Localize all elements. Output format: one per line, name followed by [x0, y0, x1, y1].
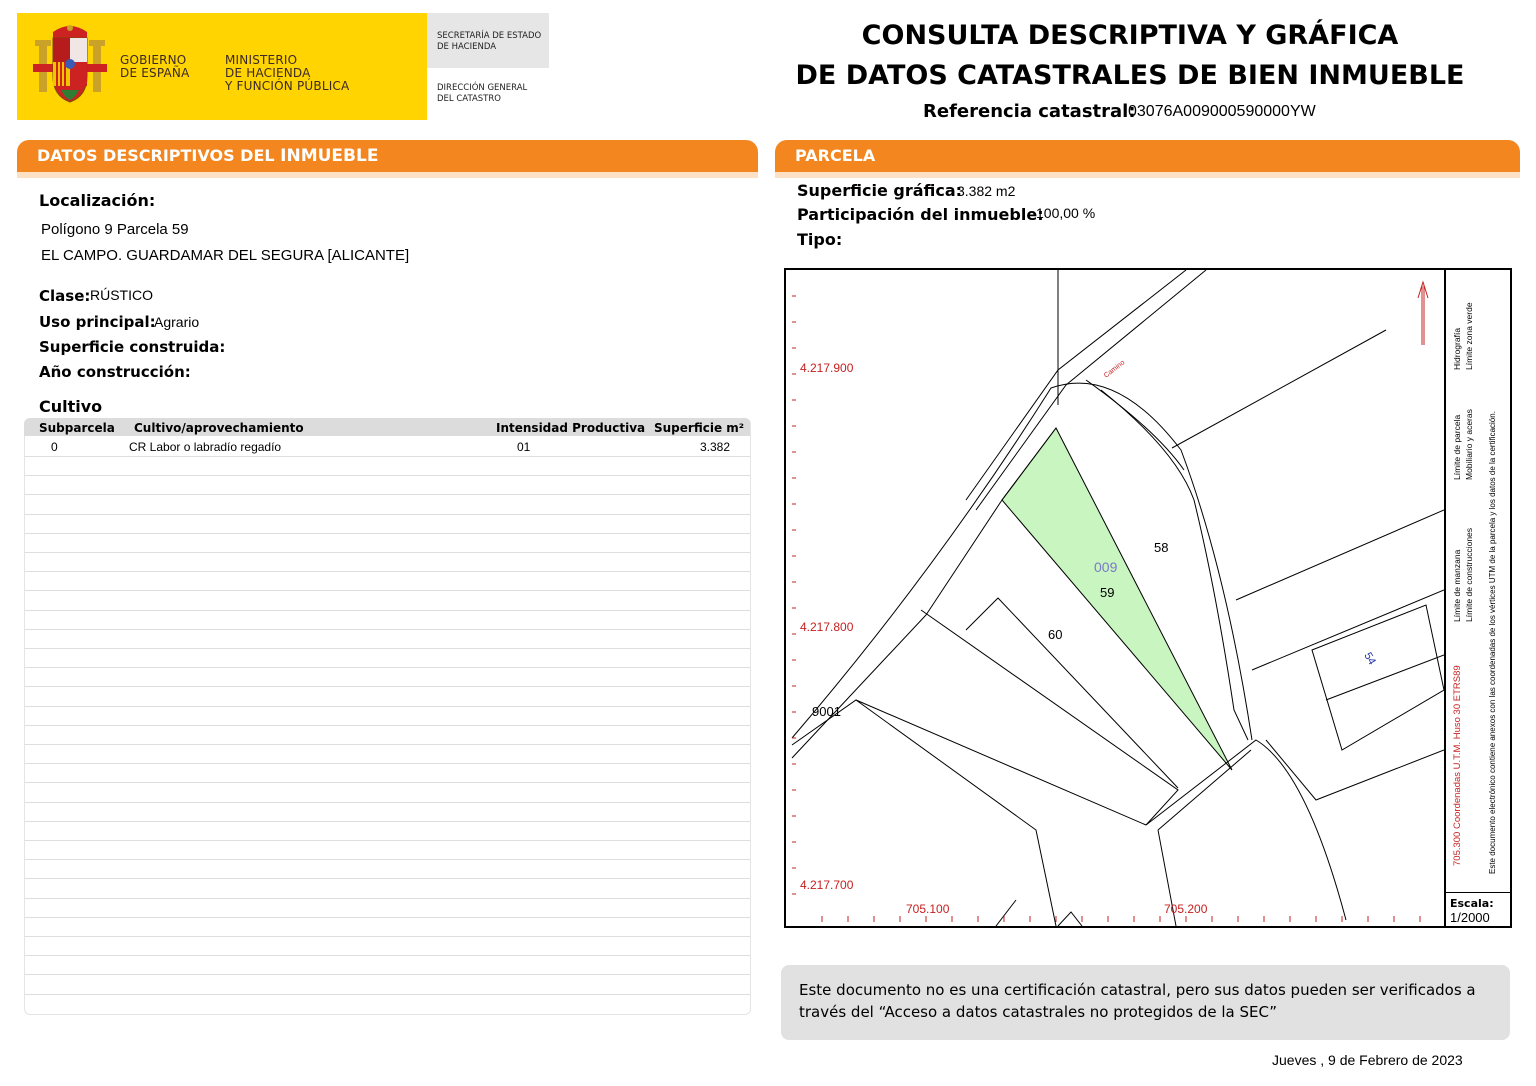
table-rule	[25, 533, 750, 534]
col-cultivo: Cultivo/aprovechamiento	[134, 421, 304, 435]
cell-superficie: 3.382	[700, 440, 731, 454]
legend-parcela: Límite de parcela	[1452, 414, 1462, 480]
coord-y-1: 4.217.900	[800, 361, 854, 375]
table-rule	[25, 475, 750, 476]
table-rule	[25, 590, 750, 591]
table-rule	[25, 955, 750, 956]
parcela-60-label: 60	[1048, 627, 1063, 642]
table-rule	[25, 936, 750, 937]
table-rule	[25, 667, 750, 668]
section-title-prefix: DATOS DESCRIPTIVOS DEL	[37, 146, 281, 165]
coord-x-2: 705.200	[1164, 902, 1208, 916]
table-rule	[25, 706, 750, 707]
parcela-58-label: 58	[1154, 540, 1169, 555]
table-rule	[25, 744, 750, 745]
participacion-value: 100,00 %	[1036, 205, 1096, 221]
legend-zona-verde: Límite zona verde	[1464, 302, 1474, 370]
participacion-label: Participación del inmueble:	[797, 205, 1044, 224]
table-rule	[25, 552, 750, 553]
map-drawing	[786, 270, 1444, 926]
cell-subparcela: 0	[51, 440, 58, 454]
referencia-value: 03076A009000590000YW	[1128, 103, 1316, 120]
logo-direccion-text: DIRECCIÓN GENERAL DEL CATASTRO	[437, 83, 528, 104]
table-rule	[25, 494, 750, 495]
table-rule	[25, 917, 750, 918]
section-datos-descriptivos	[17, 140, 758, 172]
cadastral-map[interactable]	[784, 268, 1512, 928]
legend-manzana: Límite de manzana	[1452, 549, 1462, 622]
road-label: Camino	[1102, 359, 1127, 380]
localizacion-label: Localización:	[39, 191, 156, 210]
table-rule	[25, 725, 750, 726]
uso-principal-label: Uso principal:	[39, 313, 156, 331]
table-rule	[25, 629, 750, 630]
logo-secretaria-text: SECRETARÍA DE ESTADO DE HACIENDA	[437, 31, 542, 52]
clase-value: RÚSTICO	[90, 287, 153, 303]
table-rule	[25, 686, 750, 687]
referencia-catastral	[923, 101, 1316, 122]
referencia-label: Referencia catastral:	[923, 101, 1136, 122]
legend-utm: 705.300 Coordenadas U.T.M. Huso 30 ETRS89	[1452, 665, 1463, 866]
document-title: CONSULTA DESCRIPTIVA Y GRÁFICA DE DATOS CATASTRALES DE BIEN INMUEBLE	[795, 20, 1465, 91]
table-rule	[25, 802, 750, 803]
table-rule	[25, 514, 750, 515]
logo-ministerio-text: MINISTERIO DE HACIENDA Y FUNCIÓN PÚBLICA	[225, 53, 350, 93]
localizacion-line-2: EL CAMPO. GUARDAMAR DEL SEGURA [ALICANTE]	[41, 247, 410, 264]
table-rule	[25, 456, 750, 457]
cultivo-table	[24, 418, 751, 1015]
coord-x-1: 705.100	[906, 902, 950, 916]
uso-principal-value: Agrario	[154, 314, 200, 330]
legend-hidrografia: Hidrografía	[1452, 327, 1462, 370]
col-intensidad: Intensidad Productiva	[496, 421, 646, 435]
col-subparcela: Subparcela	[39, 421, 115, 435]
legend-divider	[1444, 270, 1446, 926]
legend-note: Este documento electrónico contiene anexos con las coordenadas de los vértices UTM de la parcela y los datos de la certificación.	[1488, 411, 1497, 874]
table-rule	[25, 763, 750, 764]
section-parcela-title: PARCELA	[795, 146, 876, 165]
poligono-label: 009	[1094, 559, 1118, 575]
table-rule	[25, 898, 750, 899]
table-rule	[25, 610, 750, 611]
section-parcela	[775, 140, 1520, 172]
table-rule	[25, 648, 750, 649]
table-rule	[25, 974, 750, 975]
superficie-construida-label: Superficie construida:	[39, 338, 226, 356]
table-rule	[25, 859, 750, 860]
localizacion-line-1: Polígono 9 Parcela 59	[41, 221, 189, 238]
parcel-59-shape	[1002, 428, 1232, 770]
document-date: Jueves , 9 de Febrero de 2023	[1272, 1052, 1463, 1068]
cell-cultivo: CR Labor o labradío regadío	[129, 440, 282, 454]
coord-y-2: 4.217.800	[800, 620, 854, 634]
table-rule	[25, 878, 750, 879]
parcela-54-label: 54	[1361, 650, 1378, 668]
table-rule	[25, 840, 750, 841]
section-title-strong: INMUEBLE	[280, 146, 379, 166]
cultivo-title: Cultivo	[39, 397, 103, 416]
ano-construccion-label: Año construcción:	[39, 363, 191, 381]
table-rule	[25, 994, 750, 995]
escala-box	[1446, 892, 1512, 928]
clase-label: Clase:	[39, 287, 91, 305]
table-rule	[25, 821, 750, 822]
tipo-label: Tipo:	[797, 230, 843, 249]
superficie-grafica-value: 3.382 m2	[957, 183, 1016, 199]
parcela-59-label: 59	[1100, 585, 1115, 600]
table-rule	[25, 571, 750, 572]
coat-of-arms-icon	[31, 24, 109, 106]
verification-notice: Este documento no es una certificación catastral, pero sus datos pueden ser verificados a través del “Acceso a datos catastrales no protegidos de la SEC”	[781, 965, 1510, 1040]
escala-value: 1/2000	[1450, 910, 1490, 925]
superficie-grafica-label: Superficie gráfica:	[797, 181, 963, 200]
coord-y-3: 4.217.700	[800, 878, 854, 892]
cultivo-table-header	[24, 418, 750, 436]
cell-intensidad: 01	[517, 440, 531, 454]
escala-label: Escala:	[1450, 897, 1494, 910]
legend-mobiliario: Mobiliario y aceras	[1464, 409, 1474, 480]
legend-construcciones: Límite de construcciones	[1464, 527, 1474, 622]
col-superficie: Superficie m²	[654, 421, 745, 435]
parcela-9001-label: 9001	[812, 704, 841, 719]
table-rule	[25, 782, 750, 783]
logo-gobierno-text: GOBIERNO DE ESPAÑA	[120, 53, 190, 80]
